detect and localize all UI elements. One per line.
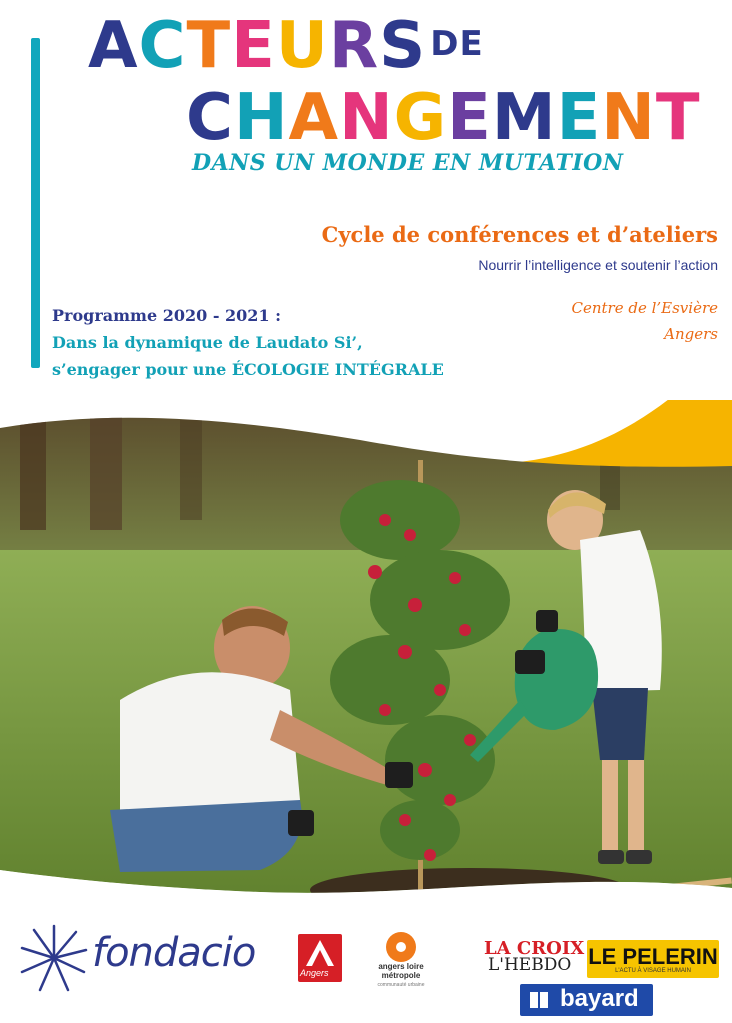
title-letter: G <box>393 81 448 155</box>
title-letter: E <box>556 81 602 155</box>
title-letter: M <box>491 81 557 155</box>
cycle-tagline: Nourrir l’intelligence et soutenir l’action <box>478 257 718 273</box>
title-letter: C <box>186 81 234 155</box>
location <box>571 295 718 347</box>
bayard-book-icon <box>528 990 550 1010</box>
lacroix-logo <box>484 938 584 975</box>
hero-photo <box>0 400 732 920</box>
alm-logo-label: angers loire métropole <box>378 962 424 980</box>
title-letter: H <box>233 81 289 155</box>
title-letter: C <box>138 9 187 83</box>
title-letter: A <box>288 81 340 155</box>
fondacio-logo-text: fondacio <box>92 930 256 976</box>
pelerin-subtitle: L'ACTU À VISAGE HUMAIN <box>615 968 691 974</box>
location-venue: Centre de l’Esvière <box>571 299 718 317</box>
title-letter: T <box>655 81 701 155</box>
title-letter: A <box>88 9 139 83</box>
title-acteurs-word <box>88 9 426 83</box>
programme-block <box>52 302 444 383</box>
fondacio-burst-icon <box>18 922 90 994</box>
programme-line-laudato: Dans la dynamique de Laudato Si’, <box>52 333 363 352</box>
angers-logo-label: Angers <box>300 968 329 978</box>
title-changement <box>186 82 701 154</box>
angers-a-icon <box>302 938 338 968</box>
alm-sun-icon <box>384 930 418 964</box>
title-letter: R <box>328 9 380 83</box>
title-letter: U <box>275 9 329 83</box>
title-acteurs <box>88 8 484 82</box>
bayard-title: bayard <box>560 985 639 1012</box>
lacroix-hebdo: L'HEBDO <box>488 955 572 975</box>
title-letter: T <box>186 9 232 83</box>
alm-logo-sub: communauté urbaine <box>377 982 425 988</box>
location-city: Angers <box>664 325 718 343</box>
title-letter: S <box>379 9 427 83</box>
lacroix-title: LA CROIX <box>484 938 585 959</box>
pelerin-title: LE PELERIN <box>588 944 718 969</box>
title-letter: E <box>231 9 276 83</box>
cycle-heading: Cycle de conférences et d’ateliers <box>321 222 718 247</box>
programme-line-ecologie: s’engager pour une ÉCOLOGIE INTÉGRALE <box>52 360 444 379</box>
title-subtitle: DANS UN MONDE EN MUTATION <box>192 150 624 176</box>
title-letter: N <box>601 81 656 155</box>
title-letter: E <box>447 81 492 155</box>
title-de: DE <box>430 24 484 64</box>
title-letter: N <box>339 81 394 155</box>
decorative-vertical-bar <box>31 38 40 368</box>
programme-year: Programme 2020 - 2021 : <box>52 306 282 325</box>
